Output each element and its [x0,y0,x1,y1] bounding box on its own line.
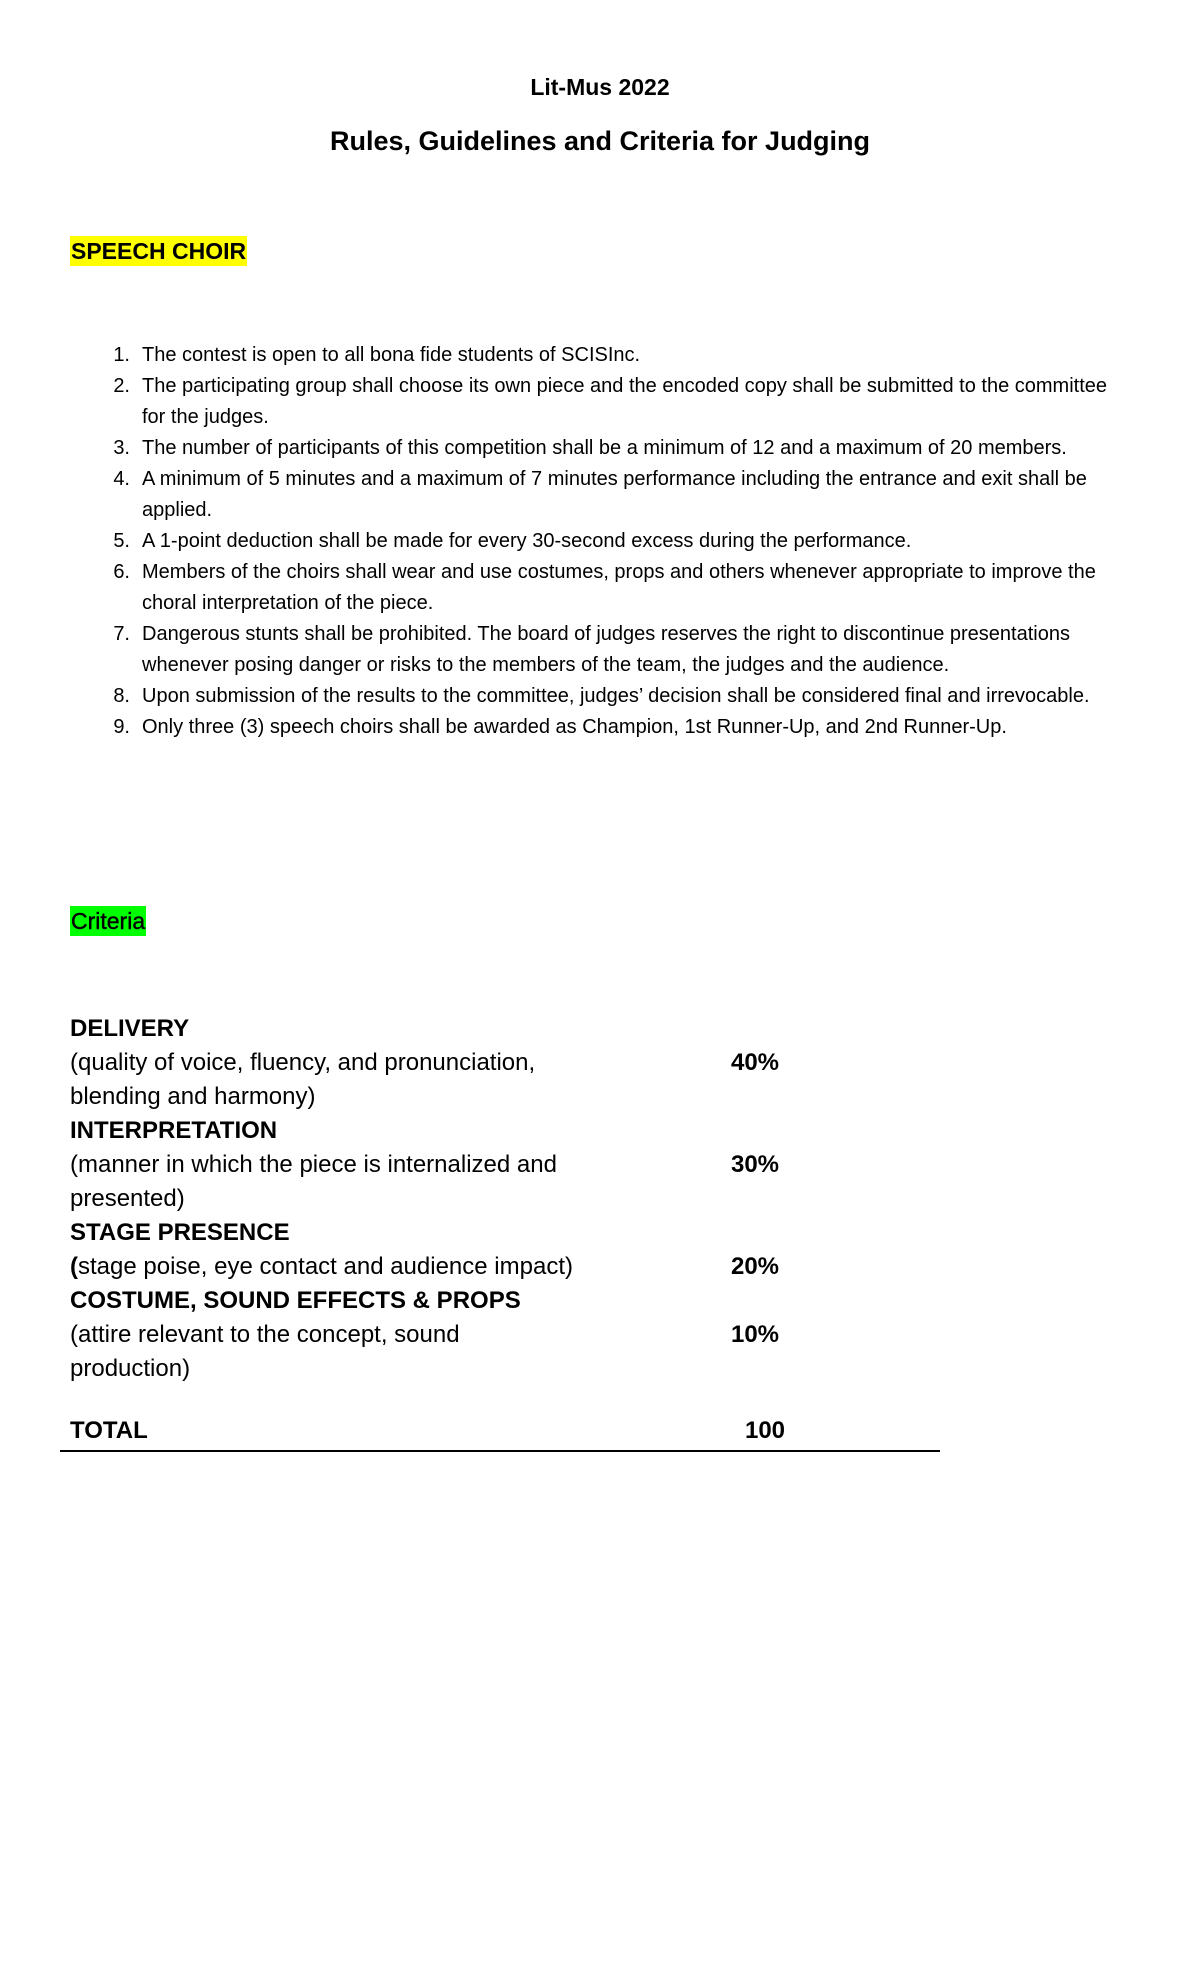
rule-text: The number of participants of this competition shall be a minimum of 12 and a maximum of 20 members. [142,437,1067,459]
criterion-heading: COSTUME, SOUND EFFECTS & PROPS [70,1287,521,1314]
event-title: Lit-Mus 2022 [530,74,670,100]
rule-text: The participating group shall choose its own piece and the encoded copy shall be submitted to the committee for the judges. [142,375,1108,428]
criterion-description: (quality of voice, fluency, and pronunciation, [70,1049,536,1076]
rule-number: 1. [113,344,130,366]
rule-number: 7. [113,623,130,645]
rule-item [70,433,1130,464]
rule-text: Upon submission of the results to the committee, judges’ decision shall be considered final and irrevocable. [142,685,1090,707]
rule-text: The contest is open to all bona fide students of SCISInc. [142,344,641,366]
rule-number: 6. [113,561,130,583]
rule-item [70,557,1130,619]
criterion-heading-row [70,1114,940,1148]
criteria-heading: Criteria [71,908,146,934]
rule-item [70,681,1130,712]
rule-item [70,526,1130,557]
total-value: 100 [744,1417,786,1444]
criterion-description: (attire relevant to the concept, sound [70,1321,460,1348]
document-subtitle: Rules, Guidelines and Criteria for Judging [329,126,871,156]
criterion-heading: INTERPRETATION [70,1117,278,1144]
criterion-weight: 30% [730,1151,780,1178]
rule-item [70,712,1130,743]
criterion-description: presented) [70,1185,185,1212]
criterion-description: production) [70,1355,191,1382]
criterion-heading-row [70,1012,940,1046]
rules-list [70,340,1130,743]
criterion-desc-row [70,1046,940,1080]
rule-number: 3. [113,437,130,459]
criterion-desc-row [70,1318,940,1352]
criterion-desc-row [70,1080,940,1114]
criterion-desc-row [70,1250,940,1284]
rule-text: Only three (3) speech choirs shall be awarded as Champion, 1st Runner-Up, and 2nd Runner-Up. [142,716,1007,738]
criterion-heading: DELIVERY [70,1015,190,1042]
criterion-desc-row [70,1352,940,1386]
criterion-heading: STAGE PRESENCE [70,1219,290,1246]
rule-item [70,371,1130,433]
criterion-bold-paren: ( [70,1253,78,1280]
criteria-table [70,1012,940,1386]
criterion-description-text: stage poise, eye contact and audience impact) [78,1253,573,1280]
rule-text: A minimum of 5 minutes and a maximum of 7 minutes performance including the entrance and exit shall be applied. [142,468,1087,521]
rule-number: 4. [113,468,130,490]
rule-number: 2. [113,375,130,397]
criterion-description [70,1250,670,1284]
rule-text: Dangerous stunts shall be prohibited. The board of judges reserves the right to discontinue presentations whenever posing danger or risks to the members of the team, the judges and the audience. [142,623,1070,676]
criterion-weight: 10% [730,1321,780,1348]
criterion-description: (manner in which the piece is internalized and [70,1151,557,1178]
rule-number: 8. [113,685,130,707]
criterion-heading-row [70,1216,940,1250]
rule-text: Members of the choirs shall wear and use costumes, props and others whenever appropriate to improve the choral interpretation of the piece. [142,561,1096,614]
rule-item [70,464,1130,526]
criterion-description: blending and harmony) [70,1083,316,1110]
rule-number: 5. [113,530,130,552]
criterion-desc-row [70,1182,940,1216]
total-row [60,1414,940,1452]
rule-item [70,340,1130,371]
rule-number: 9. [113,716,130,738]
criterion-desc-row [70,1148,940,1182]
speech-choir-heading: SPEECH CHOIR [71,238,247,264]
rule-item [70,619,1130,681]
criterion-weight: 40% [730,1049,780,1076]
total-label: TOTAL [70,1417,148,1444]
criterion-heading-row [70,1284,940,1318]
rule-text: A 1-point deduction shall be made for every 30-second excess during the performance. [142,530,912,552]
criterion-weight: 20% [730,1253,780,1280]
